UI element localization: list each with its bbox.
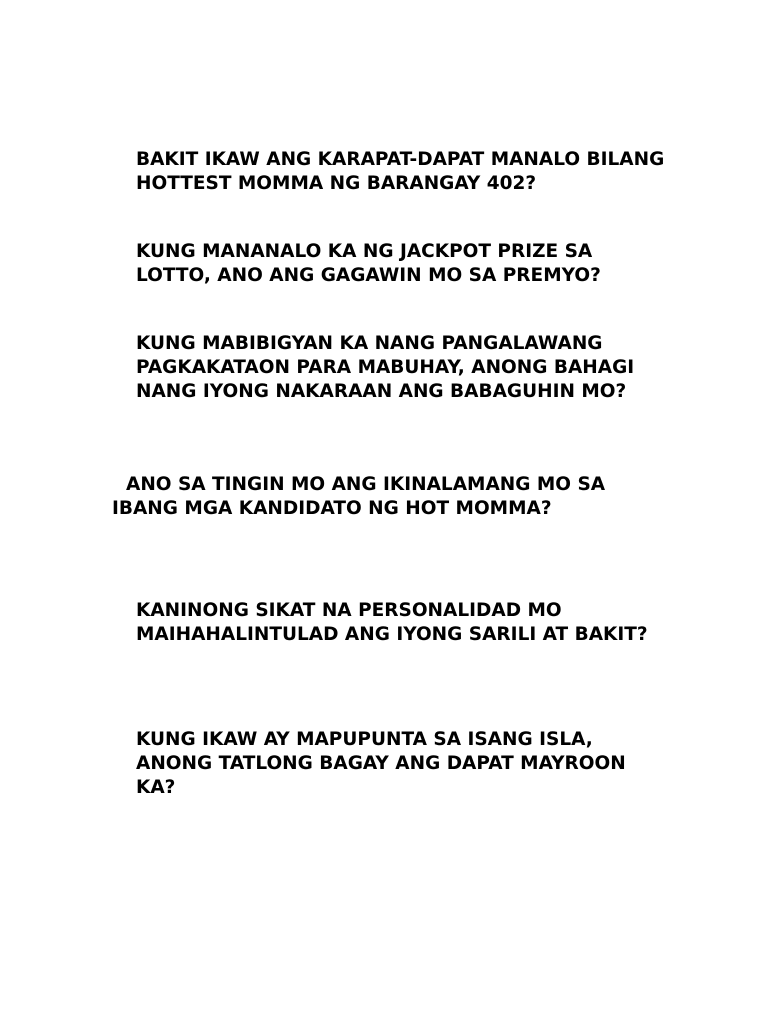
question-line: IBANG MGA KANDIDATO NG HOT MOMMA? — [112, 498, 552, 519]
question-4 — [112, 473, 605, 521]
question-line: KA? — [136, 777, 176, 798]
question-line: PAGKAKATAON PARA MABUHAY, ANONG BAHAGI — [136, 357, 635, 378]
question-line: KANINONG SIKAT NA PERSONALIDAD MO — [136, 600, 562, 621]
question-line: BAKIT IKAW ANG KARAPAT-DAPAT MANALO BILANG — [136, 149, 665, 170]
question-line: NANG IYONG NAKARAAN ANG BABAGUHIN MO? — [136, 381, 627, 402]
question-6 — [136, 728, 626, 800]
question-line: KUNG MANANALO KA NG JACKPOT PRIZE SA — [136, 241, 593, 262]
question-line: HOTTEST MOMMA NG BARANGAY 402? — [136, 173, 537, 194]
question-line: KUNG IKAW AY MAPUPUNTA SA ISANG ISLA, — [136, 729, 593, 750]
question-line: ANONG TATLONG BAGAY ANG DAPAT MAYROON — [136, 753, 626, 774]
question-3 — [136, 332, 634, 404]
question-line: ANO SA TINGIN MO ANG IKINALAMANG MO SA — [126, 474, 606, 495]
question-5 — [136, 599, 648, 647]
question-1 — [136, 148, 664, 196]
question-line: LOTTO, ANO ANG GAGAWIN MO SA PREMYO? — [136, 265, 601, 286]
question-line: MAIHAHALINTULAD ANG IYONG SARILI AT BAKIT? — [136, 624, 648, 645]
question-line: KUNG MABIBIGYAN KA NANG PANGALAWANG — [136, 333, 603, 354]
question-2 — [136, 240, 601, 288]
